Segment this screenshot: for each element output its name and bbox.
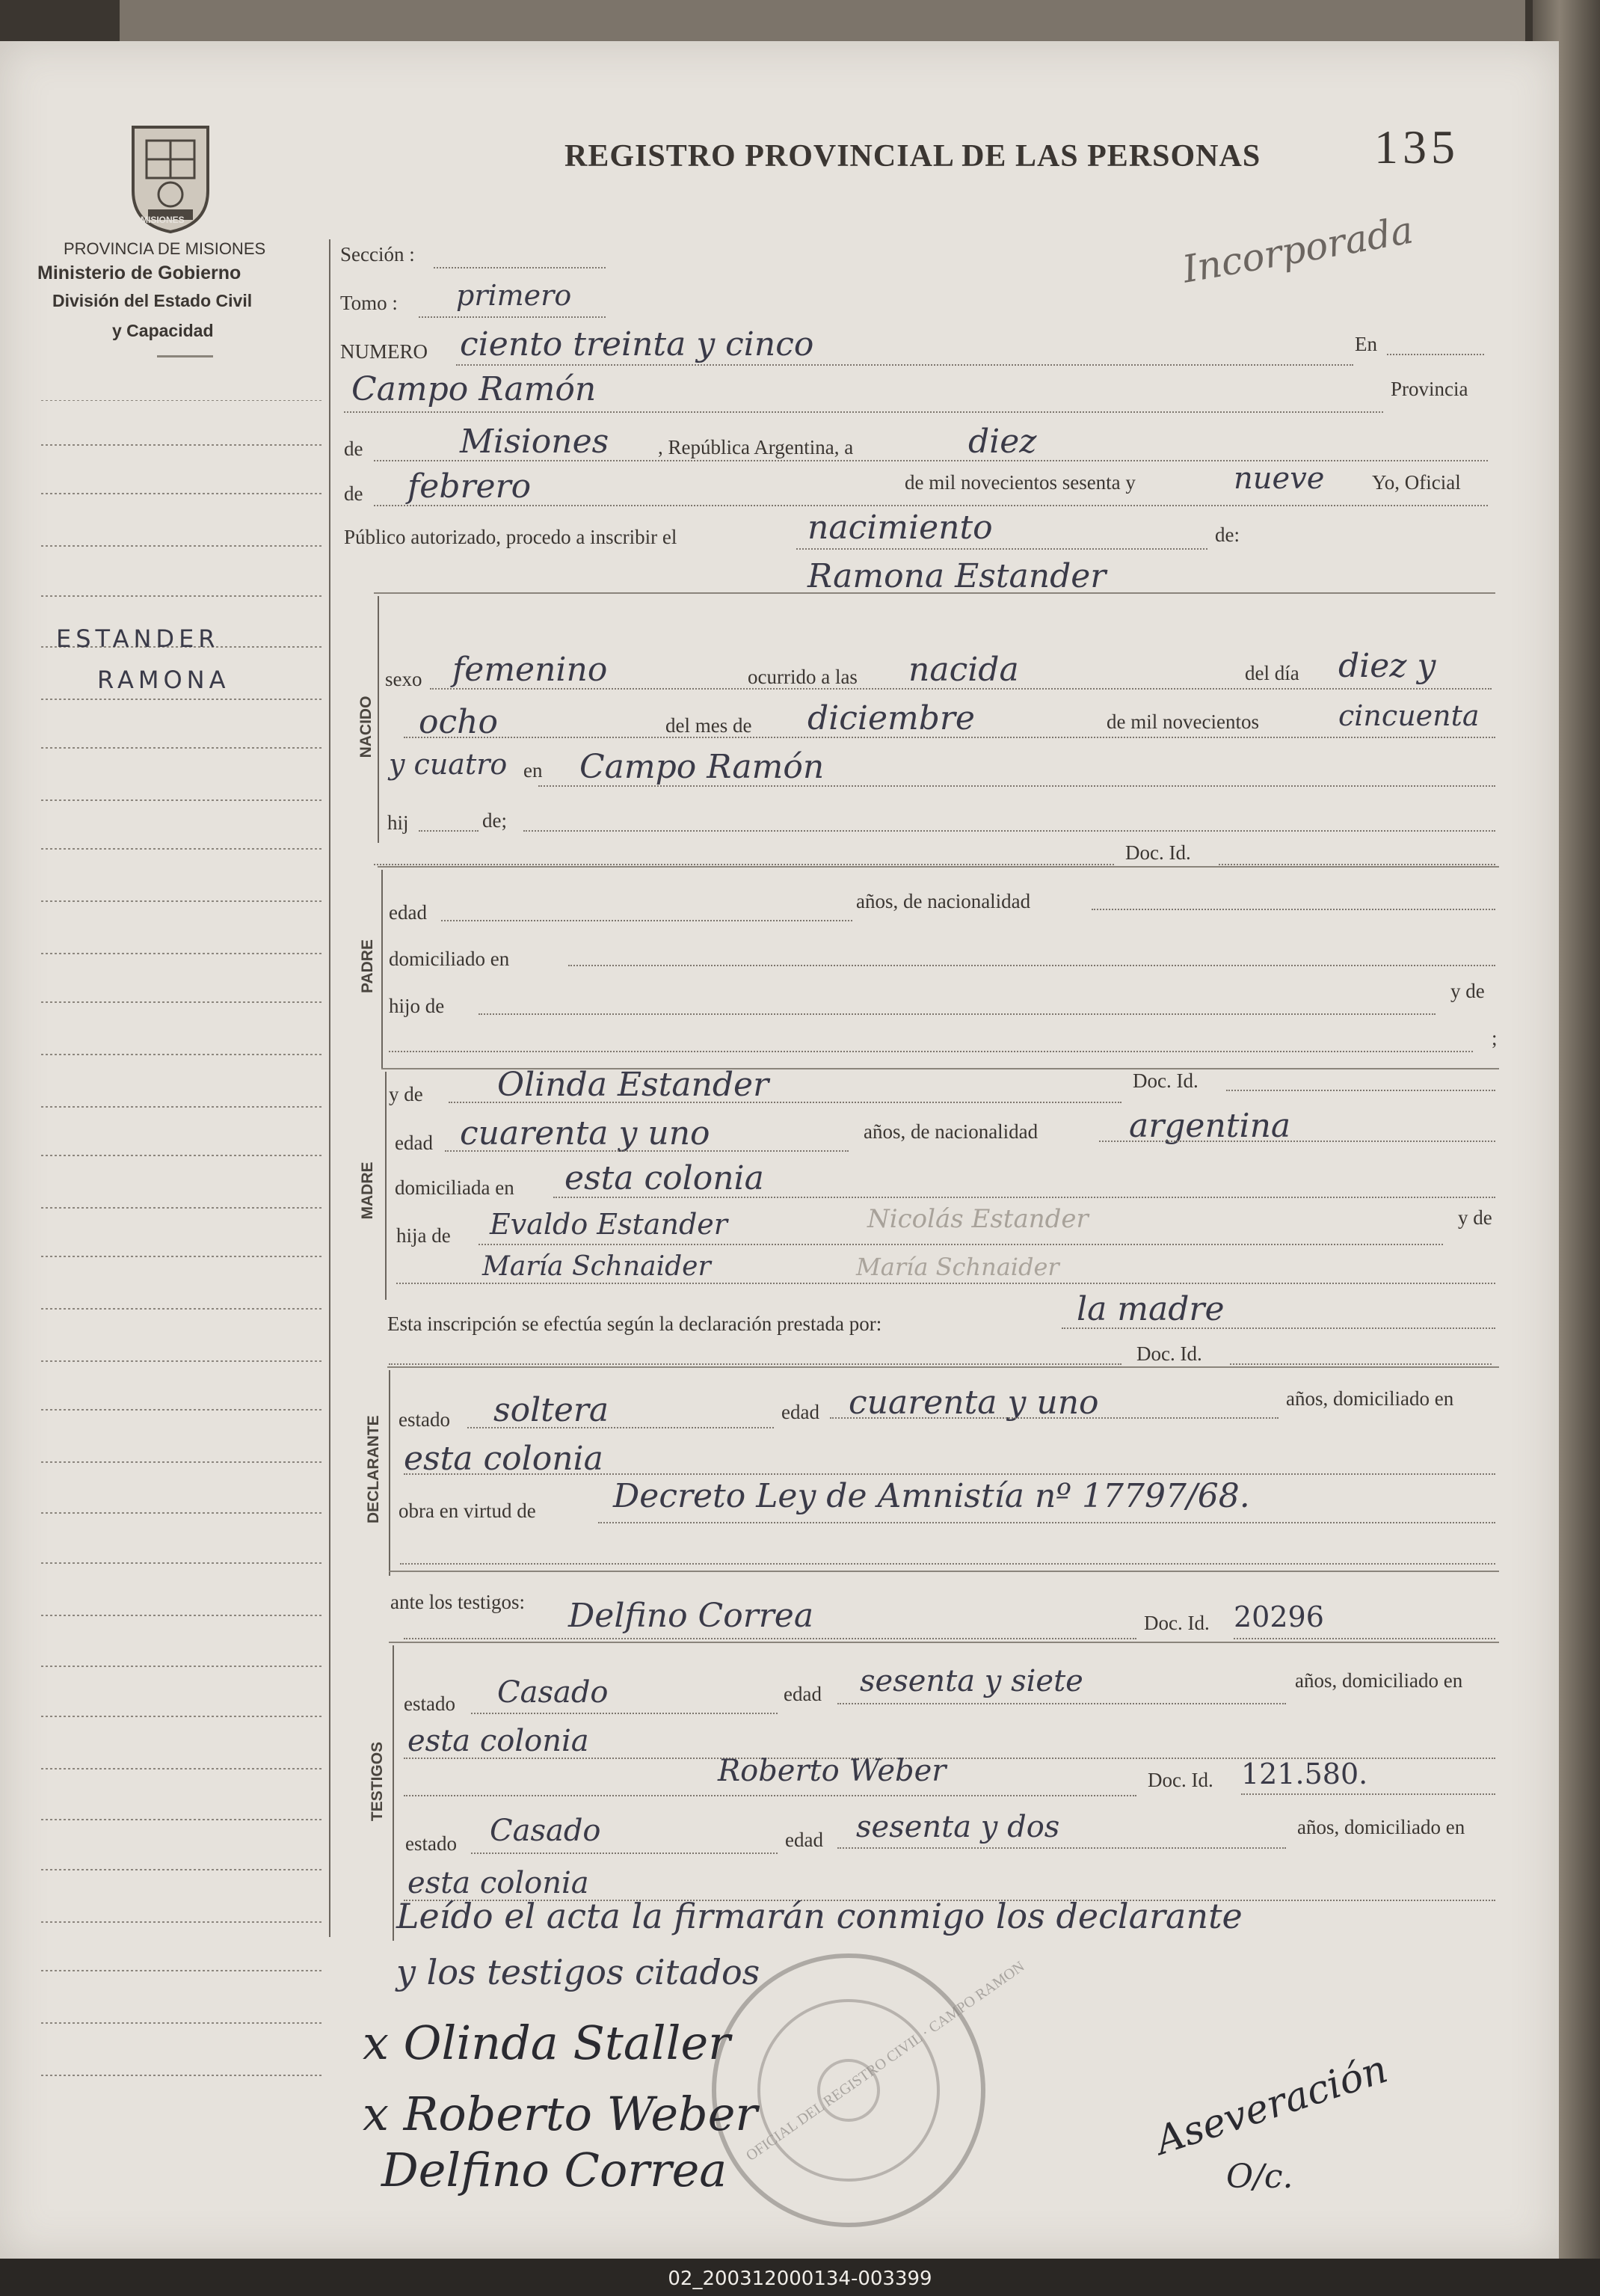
- label-sexo: sexo: [385, 668, 422, 690]
- label-mil-nov-2: de mil novecientos: [1107, 710, 1259, 733]
- label-edad-madre: edad: [395, 1132, 433, 1154]
- signature-witness-2: x Roberto Weber: [363, 2087, 758, 2141]
- value-lugar: Campo Ramón: [351, 370, 597, 408]
- label-mil-novecientos: de mil novecientos sesenta y: [905, 471, 1136, 494]
- value-anio-nac-2: y cuatro: [389, 748, 508, 781]
- margin-surname: ESTANDER: [56, 624, 220, 653]
- line-t1-nombre: [404, 1638, 1136, 1639]
- line-madre-madre: [396, 1283, 1495, 1284]
- line-estado-decl: [467, 1427, 774, 1428]
- label-estado-t2: estado: [405, 1832, 457, 1855]
- section-label-testigos: TESTIGOS: [369, 1741, 386, 1822]
- label-hijo-de: hijo de: [389, 995, 445, 1017]
- value-dia-nac: diez y: [1338, 647, 1436, 685]
- label-del-dia: del día: [1245, 662, 1299, 684]
- label-estado-t1: estado: [404, 1692, 455, 1715]
- line-hija-de: [479, 1244, 1443, 1245]
- value-decreto: Decreto Ley de Amnistía nº 17797/68.: [613, 1477, 1250, 1515]
- testigos-bracket: [393, 1645, 394, 1941]
- line-dom-madre: [553, 1197, 1495, 1198]
- rule-testigos-top: [389, 1642, 1499, 1643]
- page-title: REGISTRO PROVINCIAL DE LAS PERSONAS: [564, 139, 1261, 174]
- line-lugar: [344, 411, 1383, 413]
- rule-declarante-bottom: [389, 1571, 1499, 1572]
- official-round-stamp-text: OFICIAL DEL REGISTRO CIVIL · CAMPO RAMON: [742, 1958, 1028, 2164]
- value-t1-nombre: Delfino Correa: [568, 1597, 814, 1635]
- line-t1-doc: [1234, 1638, 1495, 1639]
- org-underline: [157, 355, 213, 357]
- value-madre-madre: María Schnaider: [482, 1251, 711, 1282]
- rule-declarante-top: [387, 1366, 1499, 1368]
- line-seccion: [434, 267, 606, 268]
- section-label-madre: MADRE: [359, 1161, 376, 1220]
- line-hij-2: [523, 830, 1495, 832]
- label-dom-padre: domiciliado en: [389, 948, 510, 970]
- line-obra-2: [400, 1563, 1495, 1565]
- label-dom-madre: domiciliada en: [395, 1176, 514, 1199]
- value-acto: nacimiento: [807, 509, 993, 547]
- value-mes-nac: diciembre: [807, 699, 975, 737]
- value-numero: ciento treinta y cinco: [460, 325, 814, 363]
- footer-caption: 02_200312000134-003399: [668, 2268, 932, 2290]
- incorporada-stamp: Incorporada: [1179, 208, 1417, 292]
- closing-line-2: y los testigos citados: [396, 1952, 760, 1992]
- line-nac-padre: [1092, 909, 1495, 910]
- value-madre-edad: cuarenta y uno: [460, 1114, 710, 1152]
- value-t2-edad: sesenta y dos: [856, 1810, 1060, 1844]
- value-hora: nacida: [908, 651, 1019, 689]
- value-madre-nombre: Olinda Estander: [497, 1066, 769, 1104]
- padre-bracket: [381, 870, 383, 1068]
- label-edad-padre: edad: [389, 901, 427, 924]
- value-t2-estado: Casado: [490, 1814, 601, 1848]
- value-madre-dom: esta colonia: [564, 1159, 764, 1197]
- signature-officer-oc: O/c.: [1226, 2158, 1293, 2196]
- line-en: [1387, 354, 1484, 355]
- label-anos-dom-t2: años, domiciliado en: [1297, 1816, 1465, 1838]
- value-declarante: la madre: [1077, 1290, 1225, 1328]
- label-edad-decl: edad: [781, 1401, 819, 1423]
- value-mes: febrero: [407, 467, 532, 506]
- line-doc-id-3b: [1230, 1363, 1492, 1365]
- label-edad-t1: edad: [784, 1683, 822, 1705]
- label-estado-decl: estado: [399, 1408, 450, 1431]
- label-hija-de: hija de: [396, 1224, 451, 1247]
- label-de: de: [344, 438, 363, 460]
- signature-officer: Aseveración: [1150, 2046, 1393, 2164]
- line-doc-id-3a: [389, 1363, 1121, 1365]
- label-provincia: Provincia: [1391, 378, 1468, 400]
- label-y-de-padre: y de: [1450, 980, 1485, 1002]
- label-seccion: Sección :: [340, 243, 415, 265]
- line-t2-nombre: [404, 1795, 1136, 1796]
- rule-padre-top: [378, 866, 1499, 868]
- label-del-mes: del mes de: [665, 714, 752, 737]
- label-inscripcion: Esta inscripción se efectúa según la declaración prestada por:: [387, 1313, 882, 1335]
- org-line-3: División del Estado Civil: [52, 291, 253, 310]
- org-line-1: PROVINCIA DE MISIONES: [64, 239, 266, 258]
- line-edad-t1: [837, 1703, 1286, 1704]
- label-edad-t2: edad: [785, 1829, 823, 1851]
- line-mes-nac: [404, 737, 1495, 738]
- signature-witness-1: Delfino Correa: [381, 2143, 727, 2197]
- value-lugar-nac: Campo Ramón: [579, 748, 825, 786]
- line-dom-decl: [404, 1473, 1495, 1475]
- line-t2-doc: [1241, 1793, 1495, 1795]
- label-doc-id-2: Doc. Id.: [1133, 1069, 1199, 1092]
- label-publico: Público autorizado, procedo a inscribir el: [344, 526, 677, 548]
- value-t1-estado: Casado: [497, 1675, 609, 1710]
- label-de-semi: de;: [482, 809, 507, 832]
- label-semicolon: ;: [1492, 1027, 1498, 1049]
- margin-divider: [329, 239, 330, 1937]
- label-doc-id-1: Doc. Id.: [1125, 841, 1191, 864]
- line-hijo-de-2: [389, 1051, 1473, 1052]
- line-edad-t2: [837, 1847, 1286, 1849]
- org-line-4: y Capacidad: [112, 321, 214, 340]
- label-doc-id-4: Doc. Id.: [1144, 1612, 1210, 1634]
- value-madre-padre-pencil: Nicolás Estander: [867, 1204, 1089, 1234]
- line-hijo-de: [479, 1013, 1436, 1015]
- line-hij: [419, 830, 479, 832]
- label-tomo: Tomo :: [340, 292, 398, 314]
- rule-nacido-top: [374, 592, 1495, 594]
- value-t2-nombre: Roberto Weber: [718, 1754, 947, 1788]
- line-estado-t2: [471, 1853, 778, 1854]
- line-tomo: [419, 316, 606, 318]
- value-decl-dom: esta colonia: [404, 1440, 603, 1478]
- line-edad-decl: [830, 1417, 1279, 1419]
- line-madre-nombre: [449, 1102, 1121, 1103]
- seal-caption: MISIONES: [141, 215, 185, 225]
- label-doc-id-5: Doc. Id.: [1148, 1769, 1213, 1791]
- line-nac-madre: [1099, 1141, 1495, 1142]
- org-line-2: Ministerio de Gobierno: [37, 263, 241, 283]
- label-de-2: de: [344, 482, 363, 505]
- margin-ruling: [41, 400, 325, 2120]
- line-sexo: [430, 688, 1492, 690]
- line-edad-padre: [441, 920, 852, 921]
- margin-name: RAMONA: [97, 666, 230, 694]
- signature-mother: x Olinda Staller: [363, 2016, 730, 2070]
- value-t2-doc: 121.580.: [1241, 1758, 1368, 1790]
- label-republica: , República Argentina, a: [658, 436, 854, 458]
- value-t1-dom: esta colonia: [407, 1724, 589, 1758]
- line-obra: [598, 1522, 1495, 1523]
- label-anos-nac-madre: años, de nacionalidad: [864, 1120, 1039, 1143]
- label-y-de-madre-2: y de: [1458, 1206, 1492, 1229]
- value-madre-madre-pencil: María Schnaider: [856, 1253, 1059, 1281]
- value-dia-nac-2: ocho: [419, 703, 498, 741]
- label-anos-nac-padre: años, de nacionalidad: [856, 890, 1031, 912]
- value-anio: nueve: [1234, 461, 1325, 496]
- value-dia: diez: [968, 423, 1037, 461]
- section-label-declarante: DECLARANTE: [365, 1415, 382, 1523]
- line-numero: [456, 364, 1353, 366]
- line-estado-t1: [471, 1713, 778, 1714]
- label-de-colon: de:: [1215, 524, 1240, 546]
- value-t2-dom: esta colonia: [407, 1866, 589, 1900]
- madre-bracket: [385, 1072, 387, 1300]
- line-doc-id-2: [1226, 1090, 1495, 1091]
- label-numero: NUMERO: [340, 340, 428, 363]
- label-hij: hij: [387, 811, 409, 834]
- value-t1-doc: 20296: [1234, 1600, 1324, 1633]
- label-anos-dom-decl: años, domiciliado en: [1286, 1387, 1454, 1410]
- line-edad-madre: [445, 1150, 849, 1152]
- label-anos-dom-t1: años, domiciliado en: [1295, 1669, 1463, 1692]
- top-strip: [0, 0, 1600, 45]
- nacido-bracket: [378, 596, 379, 843]
- label-ocurrido: ocurrido a las: [748, 666, 858, 688]
- value-madre-nac: argentina: [1129, 1107, 1291, 1145]
- label-doc-id-3: Doc. Id.: [1136, 1342, 1202, 1365]
- value-provincia: Misiones: [460, 423, 609, 461]
- label-en: En: [1355, 333, 1377, 355]
- line-acto: [796, 548, 1207, 550]
- register-page: [0, 41, 1559, 2259]
- section-label-nacido: NACIDO: [357, 696, 375, 758]
- line-mes: [374, 505, 1488, 506]
- value-madre-padre: Evaldo Estander: [490, 1208, 727, 1241]
- line-lugar-nac: [538, 785, 1495, 787]
- value-decl-estado: soltera: [493, 1391, 609, 1429]
- value-t1-edad: sesenta y siete: [860, 1664, 1083, 1698]
- value-decl-edad: cuarenta y uno: [849, 1384, 1099, 1422]
- section-label-padre: PADRE: [359, 939, 376, 993]
- line-declarante: [1062, 1327, 1495, 1329]
- value-sexo: femenino: [452, 651, 608, 689]
- value-anio-nac: cincuenta: [1338, 699, 1480, 732]
- line-dom-padre: [568, 965, 1495, 966]
- label-obra: obra en virtud de: [399, 1500, 536, 1522]
- line-doc-id-1: [1219, 864, 1495, 865]
- label-ante: ante los testigos:: [390, 1591, 525, 1613]
- line-hij-3: [374, 864, 1114, 865]
- label-y-de-madre: y de: [389, 1083, 423, 1105]
- value-tomo: primero: [456, 279, 572, 312]
- label-yo-oficial: Yo, Oficial: [1372, 471, 1461, 494]
- declarante-bracket: [389, 1370, 390, 1576]
- closing-line-1: Leído el acta la firmarán conmigo los declarante: [396, 1896, 1243, 1936]
- page-number: 135: [1374, 120, 1459, 174]
- value-nombre: Ramona Estander: [807, 557, 1107, 595]
- label-en-2: en: [523, 759, 543, 782]
